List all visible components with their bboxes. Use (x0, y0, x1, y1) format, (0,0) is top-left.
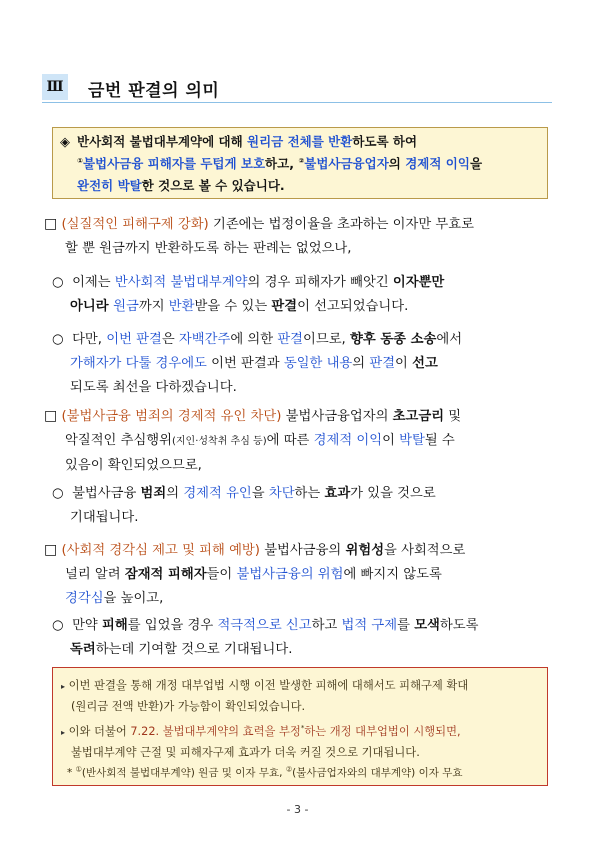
para-3: □ (사회적 경각심 제고 및 피해 예방) 불법사금융의 위험성을 사회적으로 널리 알려 잠재적 피해자들이 불법사금융의 위험에 빠지지 않도록 경각심을 높이고, (44, 542, 466, 606)
triangle-bullet-icon: ▸ (61, 728, 66, 737)
note-2-line-1: ▸ 이와 더불어 7.22. 불법대부계약의 효력을 부정*하는 개정 대부업법이 시행되면, (61, 724, 461, 738)
section-title: 금번 판결의 의미 (88, 81, 220, 101)
circle-bullet-icon: ○ (52, 486, 64, 501)
checkbox-square-icon: □ (44, 408, 58, 424)
section-number: Ⅲ (42, 74, 68, 100)
para-3-bullet-1: ○ 만약 피해를 입었을 경우 적극적으로 신고하고 법적 구제를 모색하도록 독려하는데 기여할 것으로 기대됩니다. (52, 618, 479, 657)
footnote-line: * ①(반사회적 불법대부계약) 원금 및 이자 무효, ②(불사금업자와의 대부계약) 이자 무효 (67, 765, 463, 779)
diamond-bullet-icon: ◈ (60, 135, 70, 150)
para-1-heading: (실질적인 피해구제 강화) (61, 217, 209, 232)
para-1-bullet-2: ○ 다만, 이번 판결은 자백간주에 의한 판결이므로, 향후 동종 소송에서 가해자가 다툴 경우에도 이번 판결과 동일한 내용의 판결이 선고 되도록 최선을 다하겠습니다. (52, 332, 463, 395)
note-2-line-2: 불법대부계약 근절 및 피해자구제 효과가 더욱 커질 것으로 기대됩니다. (71, 746, 420, 759)
section-header (42, 74, 552, 103)
note-1-line-2: (원리금 전액 반환)가 가능함이 확인되었습니다. (71, 700, 306, 713)
circle-bullet-icon: ○ (52, 618, 64, 633)
triangle-bullet-icon: ▸ (61, 682, 66, 691)
note-box (52, 667, 548, 786)
note-1-line-1: ▸ 이번 판결을 통해 개정 대부업법 시행 이전 발생한 피해에 대해서도 피해구제 확대 (61, 679, 469, 692)
para-2: □ (불법사금융 범죄의 경제적 유인 차단) 불법사금융업자의 초고금리 및 악질적인 추심행위(지인·성착취 추심 등)에 따른 경제적 이익이 박탈될 수 있음이 확인되었으므로, (44, 408, 462, 473)
summary-line-1: 반사회적 불법대부계약에 대해 원리금 전체를 반환하도록 하여 (77, 134, 418, 149)
summary-box (52, 127, 548, 199)
para-3-heading: (사회적 경각심 제고 및 피해 예방) (61, 543, 260, 558)
para-1: □ (실질적인 피해구제 강화) 기존에는 법정이율을 초과하는 이자만 무효로 할 뿐 원금까지 반환하도록 하는 판례는 없었으나, (44, 216, 474, 256)
circle-bullet-icon: ○ (52, 275, 64, 290)
checkbox-square-icon: □ (44, 216, 58, 232)
para-1-bullet-1: ○ 이제는 반사회적 불법대부계약의 경우 피해자가 빼앗긴 이자뿐만 아니라 원금까지 반환받을 수 있는 판결이 선고되었습니다. (52, 275, 445, 314)
para-2-bullet-1: ○ 불법사금융 범죄의 경제적 유인을 차단하는 효과가 있을 것으로 기대됩니다. (52, 486, 436, 525)
para-2-heading: (불법사금융 범죄의 경제적 유인 차단) (61, 409, 282, 424)
summary-line-2: ①불법사금융 피해자를 두텁게 보호하고, ②불법사금융업자의 경제적 이익을 (77, 156, 483, 171)
page-number: - 3 - (286, 803, 309, 816)
circle-bullet-icon: ○ (52, 332, 64, 347)
summary-line-3: 완전히 박탈한 것으로 볼 수 있습니다. (77, 178, 285, 193)
checkbox-square-icon: □ (44, 542, 58, 558)
